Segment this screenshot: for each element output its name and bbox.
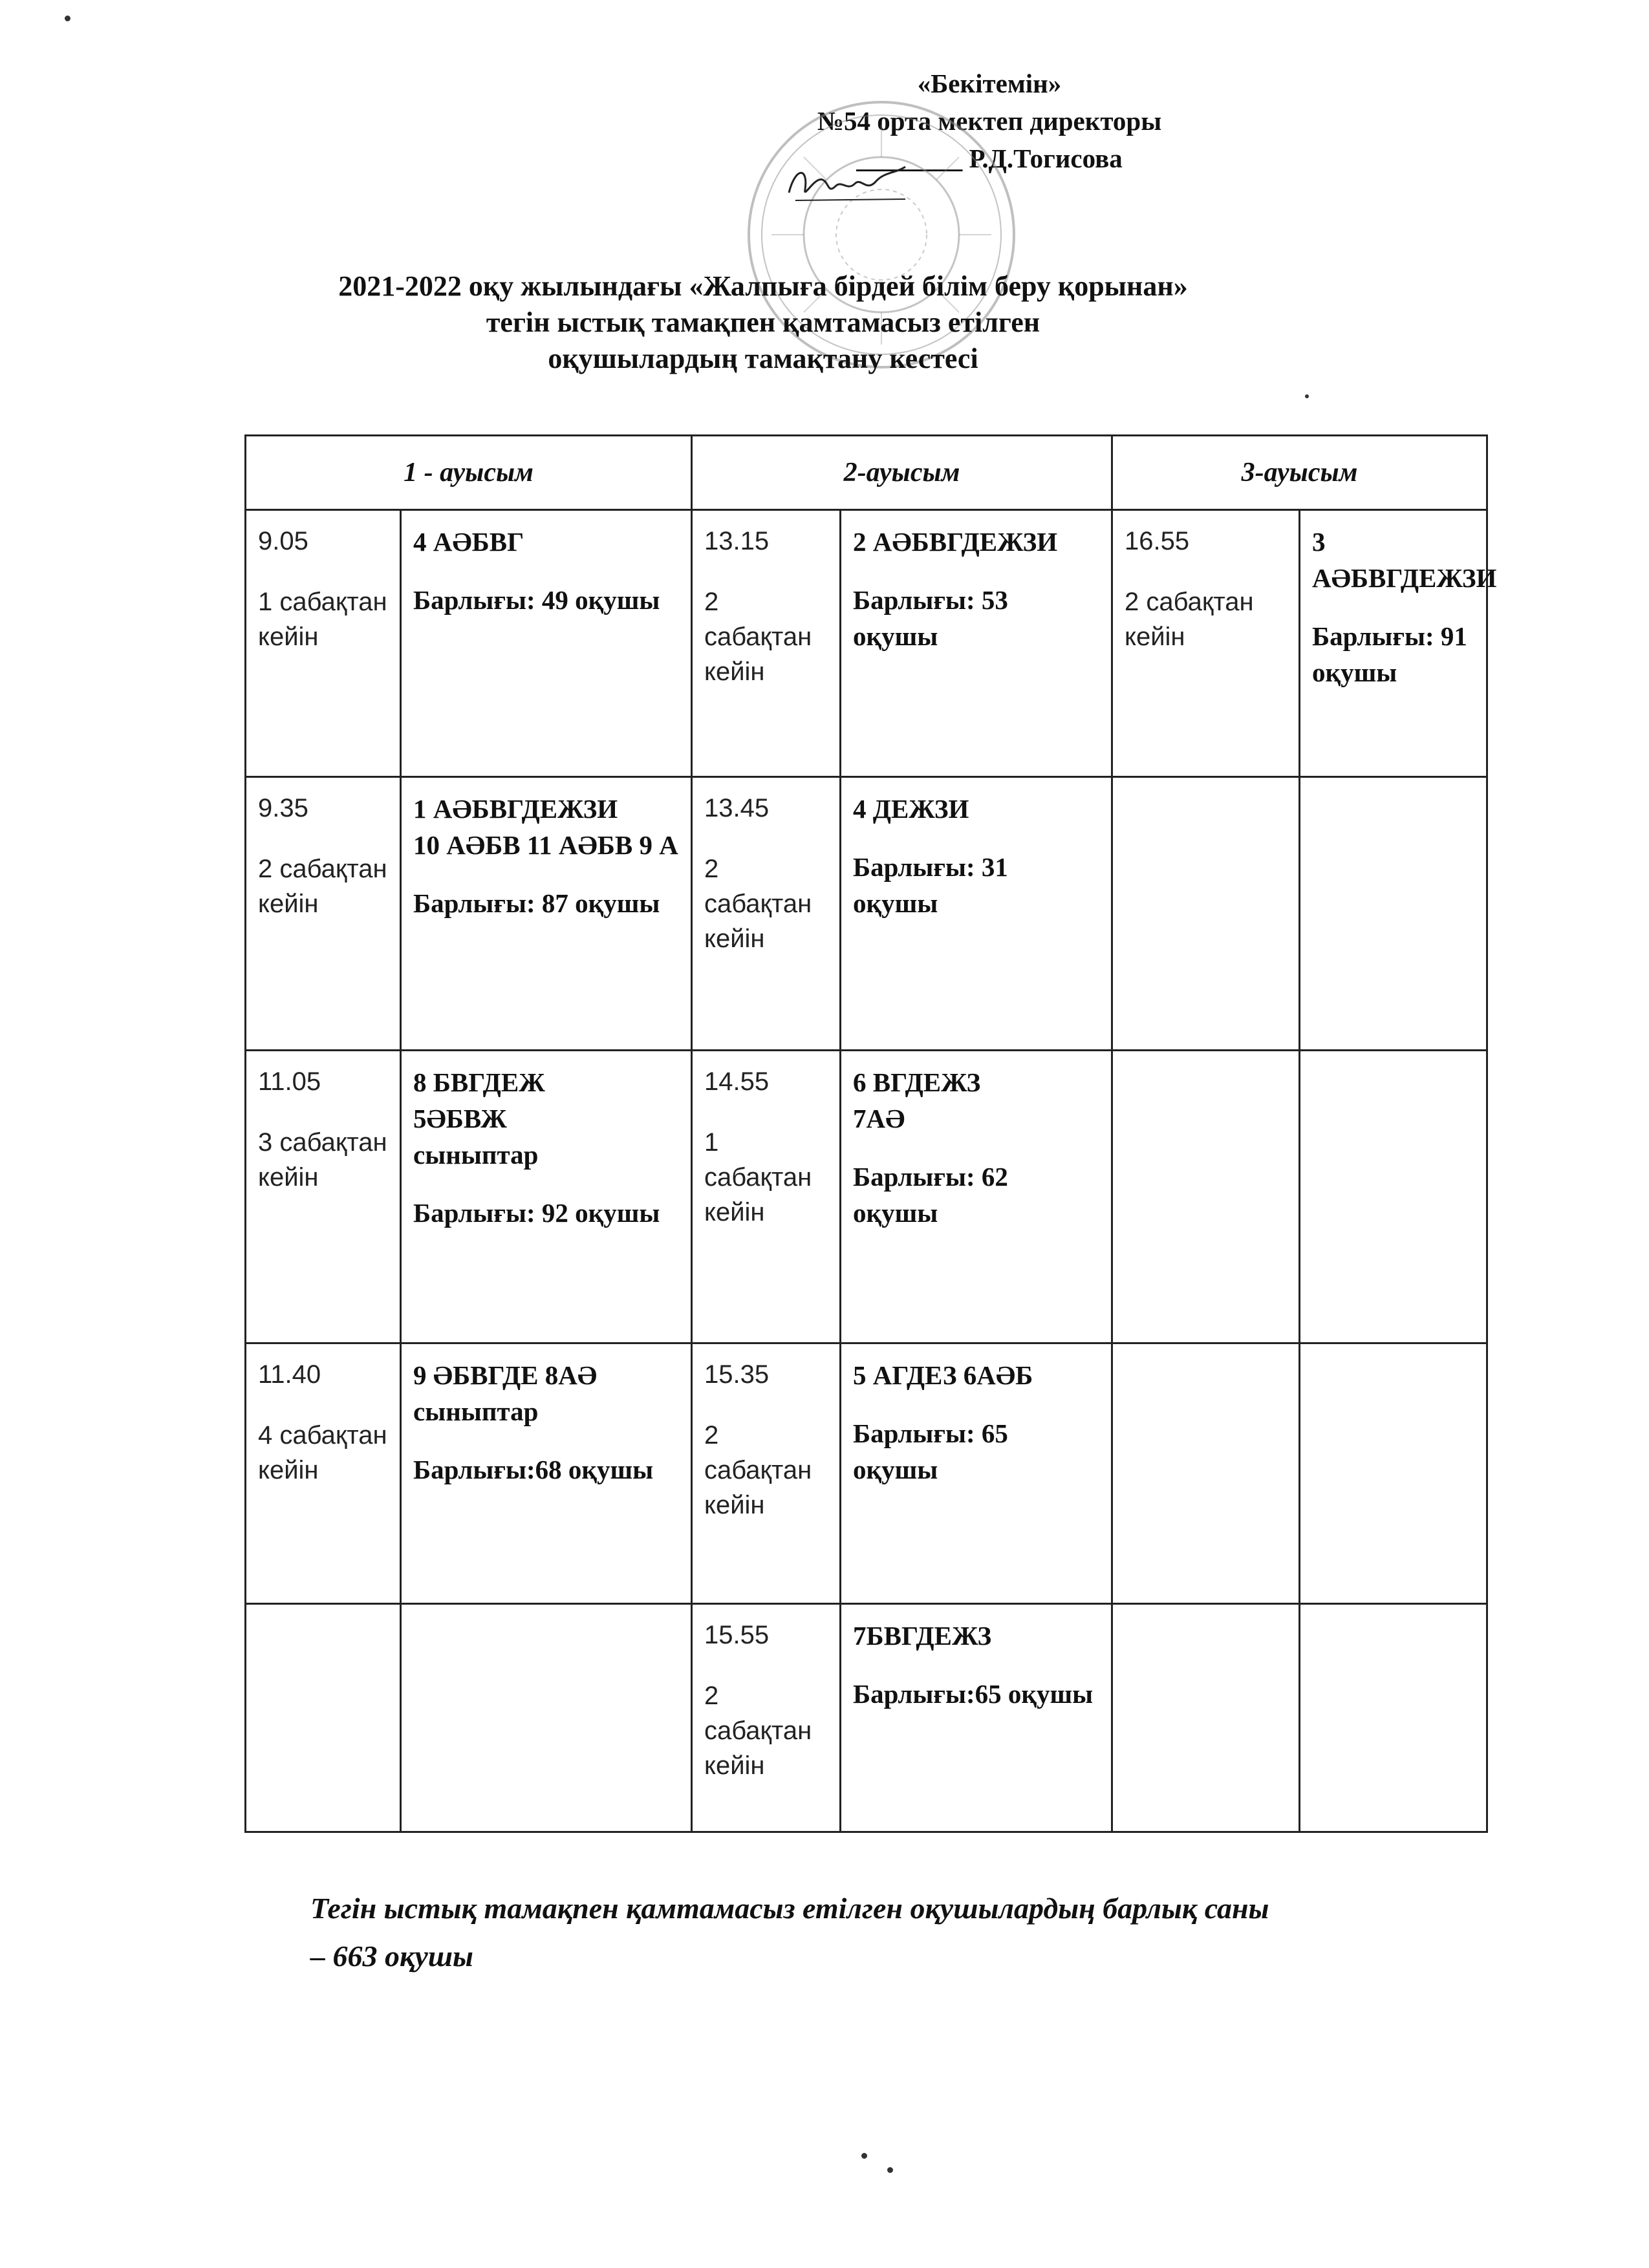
scan-speck [887,2167,893,2173]
table-row [246,777,1487,1051]
director-signature [782,154,912,212]
class-list: 8 БВГДЕЖ 5ӘБВЖ сыныптар [413,1067,545,1170]
empty-cell [1300,1604,1487,1832]
meal-time: 9.05 [258,527,308,555]
time-cell [692,1343,841,1604]
meal-time: 13.45 [704,794,770,822]
header-shift-2: 2-ауысым [692,436,1112,510]
classes-cell [1300,510,1497,777]
director-name: Р.Д.Тогисова [969,144,1123,173]
classes-cell [401,1051,692,1343]
classes-cell [401,510,692,777]
meal-time: 14.55 [704,1067,770,1096]
class-list: 5 АГДЕЗ 6АӘБ [853,1360,1033,1390]
time-cell [692,510,841,777]
student-total: Барлығы: 53 оқушы [853,585,1008,651]
after-lesson: 2 сабақтан кейін [704,588,812,686]
after-lesson: 2 сабақтан кейін [1125,588,1254,651]
header-shift-1: 1 - ауысым [246,436,692,510]
after-lesson: 1 сабақтан кейін [704,1128,812,1226]
classes-cell [841,1051,1112,1343]
meal-time: 11.40 [258,1360,321,1389]
meal-schedule-table [244,434,1497,1831]
table-row [246,1051,1487,1343]
after-lesson: 2 сабақтан кейін [704,1421,812,1519]
empty-cell [1112,1051,1300,1343]
meal-time: 16.55 [1125,527,1190,555]
document-title [213,268,1313,377]
class-list: 4 АӘБВГ [413,527,524,557]
student-total: Барлығы: 31 оқушы [853,852,1008,918]
student-total: Барлығы: 92 оқушы [413,1198,660,1228]
time-cell [692,1051,841,1343]
student-total: Барлығы: 87 оқушы [413,888,660,918]
empty-cell [401,1604,692,1832]
class-list: 9 ӘБВГДЕ 8АӘ сыныптар [413,1360,598,1426]
empty-cell [1300,777,1487,1051]
table-row [246,510,1487,777]
student-total: Барлығы:68 оқушы [413,1455,654,1484]
empty-cell [1112,1343,1300,1604]
empty-cell [1300,1051,1487,1343]
classes-cell [841,1604,1112,1832]
table-header-row [246,436,1487,510]
scan-speck [65,16,70,21]
time-cell [246,1343,401,1604]
time-cell [1112,510,1300,777]
student-total: Барлығы: 65 оқушы [853,1418,1008,1484]
scan-speck [1305,394,1309,398]
title-line-3: оқушылардың тамақтану кестесі [548,343,978,374]
classes-cell [841,510,1112,777]
classes-cell [401,777,692,1051]
after-lesson: 2 сабақтан кейін [704,1682,812,1780]
after-lesson: 3 сабақтан кейін [258,1128,387,1192]
student-total: Барлығы:65 оқушы [853,1679,1094,1709]
time-cell [246,1051,401,1343]
time-cell [246,510,401,777]
empty-cell [246,1604,401,1832]
table-row [246,1604,1487,1832]
meal-time: 15.55 [704,1621,770,1649]
scan-speck [861,2153,867,2159]
time-cell [246,777,401,1051]
meal-time: 13.15 [704,527,770,555]
total-summary [310,1885,1578,1980]
empty-cell [1112,777,1300,1051]
meal-time: 11.05 [258,1067,321,1096]
after-lesson: 4 сабақтан кейін [258,1421,387,1484]
meal-time: 9.35 [258,794,308,822]
class-list: 3 АӘБВГДЕЖЗИ [1312,527,1497,593]
meal-time: 15.35 [704,1360,770,1389]
table-row [246,1343,1487,1604]
classes-cell [841,1343,1112,1604]
classes-cell [841,777,1112,1051]
student-total: Барлығы: 49 оқушы [413,585,660,615]
empty-cell [1112,1604,1300,1832]
student-total: Барлығы: 62 оқушы [853,1162,1008,1228]
class-list: 7БВГДЕЖЗ [853,1621,992,1651]
class-list: 4 ДЕЖЗИ [853,794,969,824]
classes-cell [401,1343,692,1604]
time-cell [692,1604,841,1832]
director-position: №54 орта мектеп директоры [817,106,1162,136]
summary-line-2: – 663 оқушы [310,1940,473,1973]
title-line-2: тегін ыстық тамақпен қамтамасыз етілген [486,306,1040,338]
approval-label: «Бекітемін» [917,69,1062,98]
after-lesson: 2 сабақтан кейін [258,855,387,918]
title-line-1: 2021-2022 оқу жылындағы «Жалпыға бірдей білім беру қорынан» [338,270,1188,302]
class-list: 2 АӘБВГДЕЖЗИ [853,527,1058,557]
class-list: 1 АӘБВГДЕЖЗИ 10 АӘБВ 11 АӘБВ 9 А [413,794,678,860]
after-lesson: 2 сабақтан кейін [704,855,812,953]
class-list: 6 ВГДЕЖЗ 7АӘ [853,1067,981,1133]
empty-cell [1300,1343,1487,1604]
header-shift-3: 3-ауысым [1112,436,1487,510]
summary-line-1: Тегін ыстық тамақпен қамтамасыз етілген оқушылардың барлық саны [310,1892,1269,1925]
student-total: Барлығы: 91 оқушы [1312,621,1467,687]
time-cell [692,777,841,1051]
signature-blank: ________ [856,144,963,173]
after-lesson: 1 сабақтан кейін [258,588,387,651]
